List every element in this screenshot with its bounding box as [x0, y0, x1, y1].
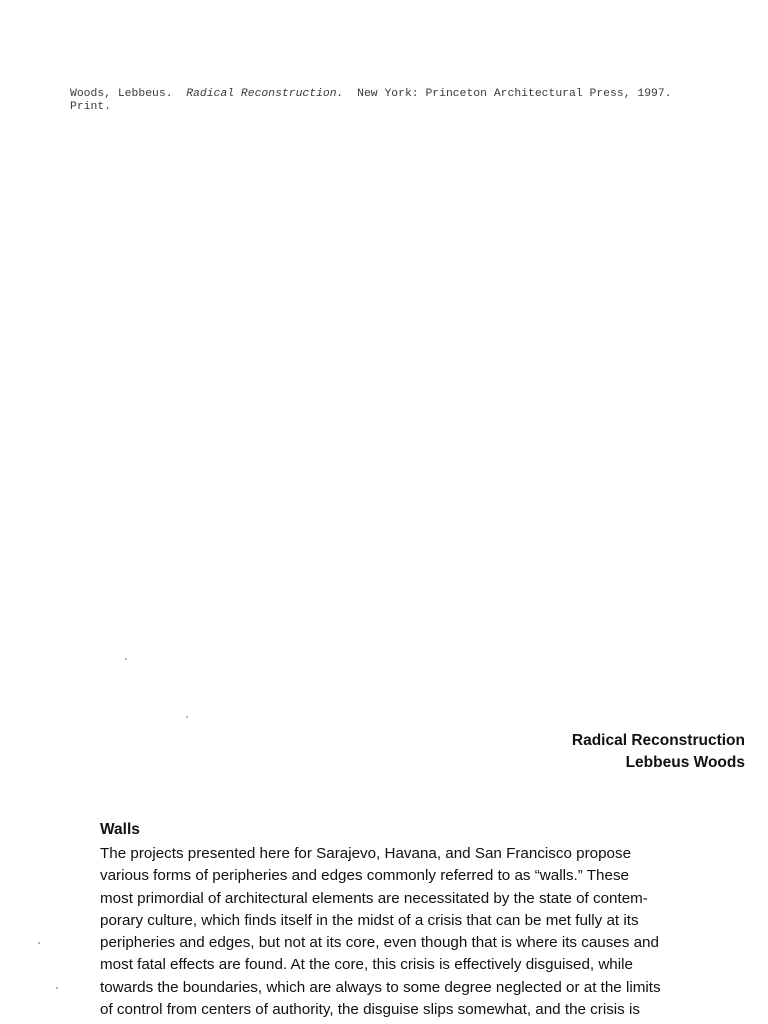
- body-line: most primordial of architectural elements are necessitated by the state of contem-: [100, 889, 648, 907]
- scan-speck: [56, 987, 58, 989]
- document-author: Lebbeus Woods: [625, 754, 745, 771]
- scan-speck: [38, 942, 40, 944]
- body-line: various forms of peripheries and edges commonly referred to as “walls.” These: [100, 867, 629, 885]
- body-line: porary culture, which finds itself in the midst of a crisis that can be met fully at its: [100, 911, 639, 929]
- citation-title: Radical Reconstruction.: [186, 88, 344, 100]
- citation-publication: New York: Princeton Architectural Press, 1997.: [343, 88, 672, 100]
- document-title: Radical Reconstruction: [571, 732, 745, 749]
- body-line: most fatal effects are found. At the core, this crisis is effectively disguised, while: [100, 956, 633, 974]
- citation-medium: Print.: [70, 101, 112, 113]
- section-body: [100, 843, 745, 1021]
- scan-speck: [186, 716, 188, 718]
- scan-speck: [125, 658, 127, 660]
- citation: [70, 88, 720, 114]
- body-line: The projects presented here for Sarajevo, Havana, and San Francisco propose: [100, 845, 632, 862]
- document-heading: [572, 730, 745, 774]
- body-line: peripheries and edges, but not at its core, even though that is where its causes and: [100, 934, 659, 952]
- citation-author: Woods, Lebbeus.: [70, 88, 187, 100]
- section-title: Walls: [100, 821, 140, 838]
- body-line: of control from centers of authority, the disguise slips somewhat, and the crisis is: [100, 1001, 640, 1019]
- body-line: towards the boundaries, which are always to some degree neglected or at the limits: [100, 978, 661, 996]
